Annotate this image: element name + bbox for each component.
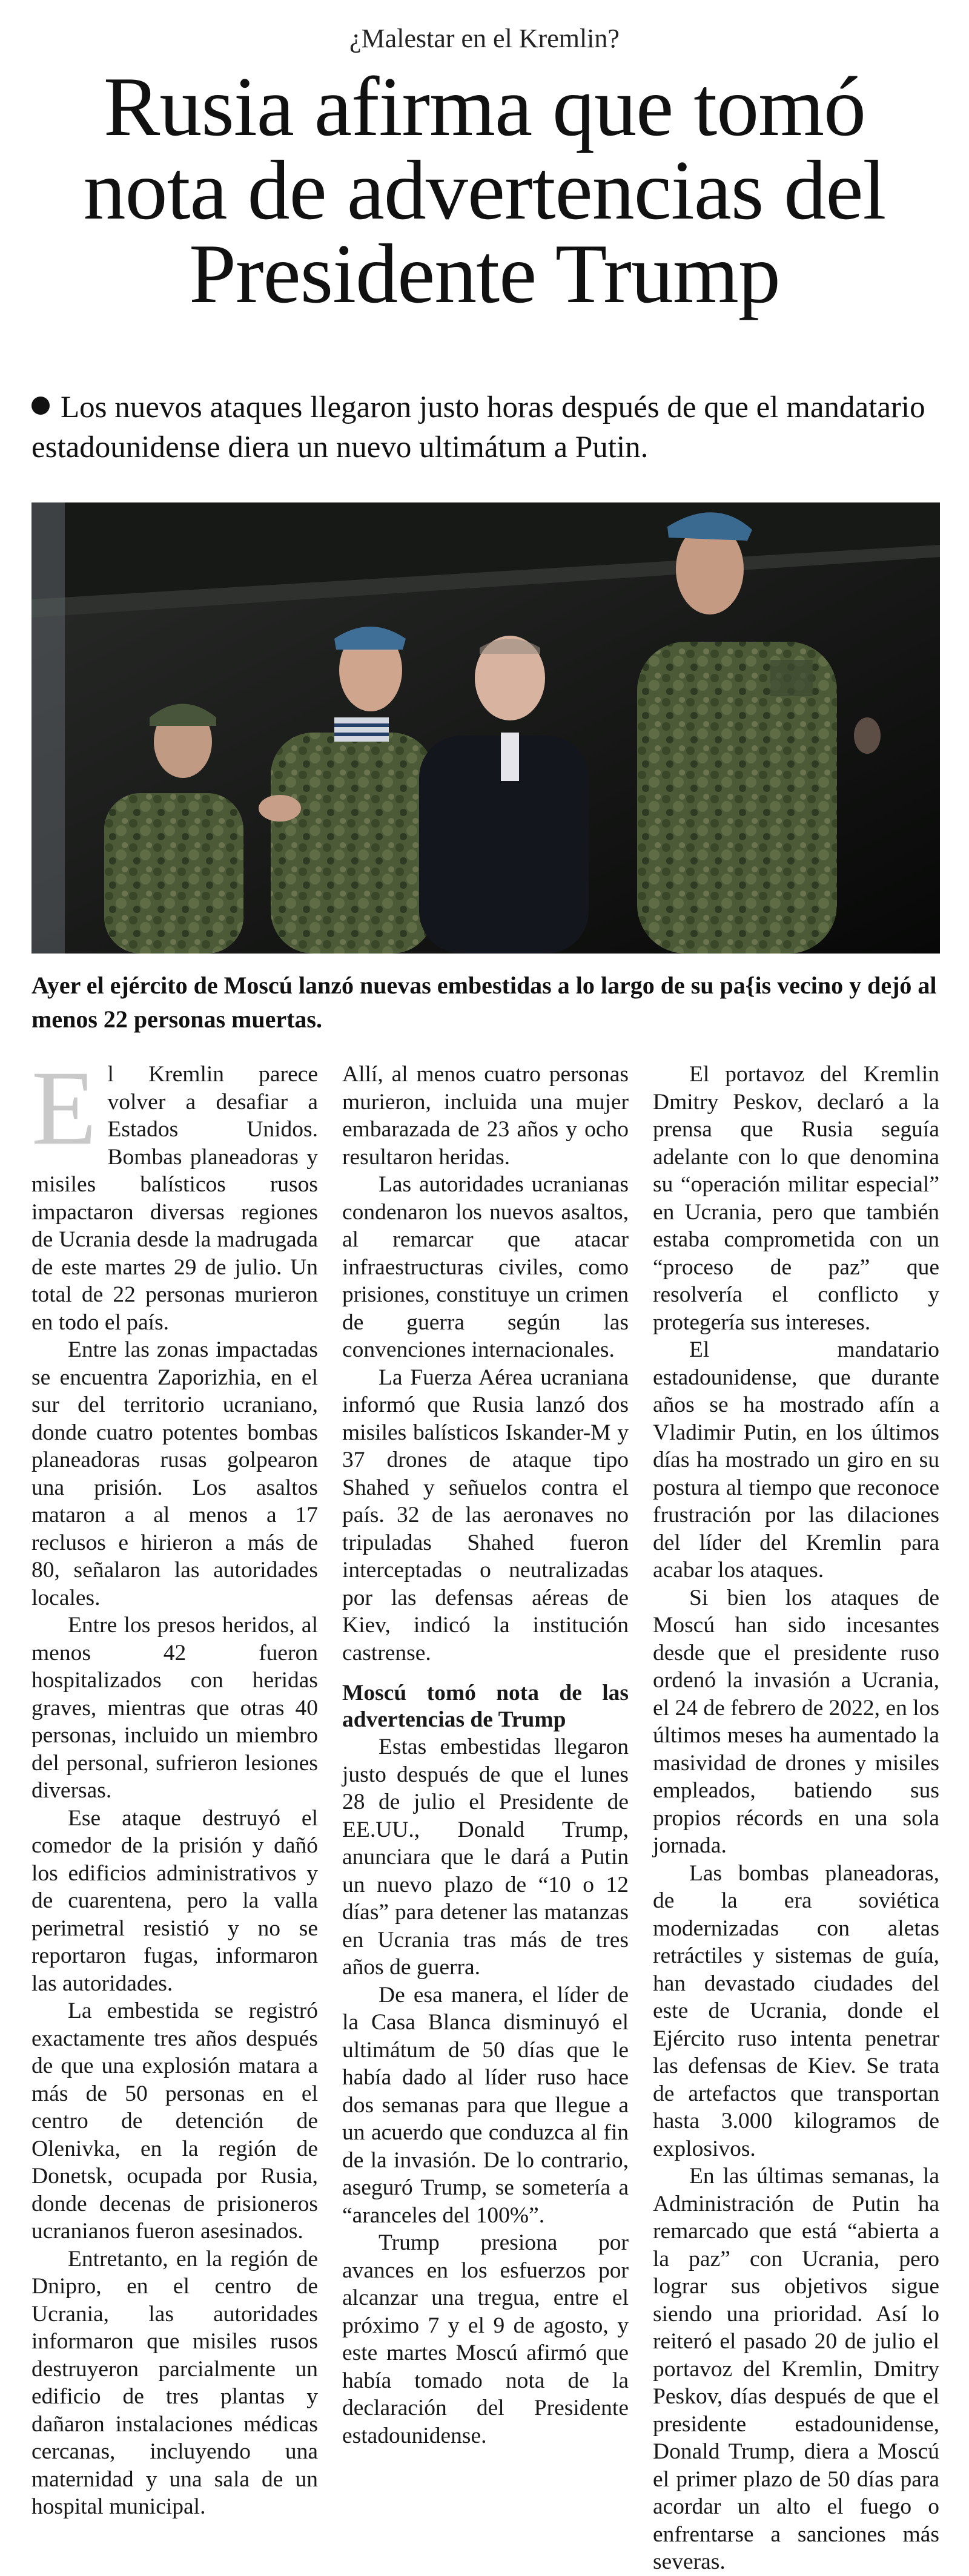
paragraph: El portavoz del Kremlin Dmitry Peskov, declaró a la prensa que Rusia seguía adelante con lo que denomina su “operación militar especial” en Ucrania, pero que también estaba comprometida con un “proceso de paz” que resolvería el conflicto y protegería sus intereses.	[653, 1062, 939, 1335]
paragraph: Estas embestidas llegaron justo después de que el lunes 28 de julio el Presidente de EE.UU., Donald Trump, anunciara que le dará a Putin un nuevo plazo de “10 o 12 días” para detener las matanzas en Ucrania tras más de tres años de guerra.	[342, 1734, 629, 1980]
paragraph: El mandatario estadounidense, que durante años se ha mostrado afín a Vladimir Putin, en los últimos días ha mostrado un giro en su postura al tiempo que reconoce frustración por las dilaciones del líder del Kremlin para acabar los ataques.	[653, 1337, 939, 1583]
photo-illustration	[31, 502, 940, 954]
paragraph: l Kremlin parece volver a desafiar a Estados Unidos. Bombas planeadoras y misiles balísticos rusos impactaron diversas regiones de Ucrania desde la madrugada de este martes 29 de julio. Un total de 22 personas murieron en todo el país.	[31, 1062, 318, 1335]
paragraph: Las bombas planeadoras, de la era soviética modernizadas con aletas retráctiles y sistemas de guía, han devastado ciudades del este de Ucrania, donde el Ejército ruso intenta penetrar las defensas de Kiev. Se trata de artefactos que transportan hasta 3.000 kilogramos de explosivos.	[653, 1860, 939, 2161]
drop-cap: E	[31, 1049, 97, 1167]
paragraph: Si bien los ataques de Moscú han sido incesantes desde que el presidente ruso ordenó la invasión a Ucrania, el 24 de febrero de 2022, en los últimos meses ha aumentado la masividad de drones y misiles empleados, batiendo sus propios récords en una sola jornada.	[653, 1585, 939, 1858]
paragraph: De esa manera, el líder de la Casa Blanca disminuyó el ultimátum de 50 días que le había dado al líder ruso hace dos semanas para que llegue a un acuerdo que conduzca al fin de la invasión. De lo contrario, aseguró Trump, se sometería a “aranceles del 100%”.	[342, 1982, 629, 2228]
summary	[31, 387, 940, 467]
headline: Rusia afirma que tomó nota de advertencias del Presidente Trump	[83, 60, 886, 321]
article-column-3	[653, 1061, 939, 2574]
paragraph: Entretanto, en la región de Dnipro, en el centro de Ucrania, las autoridades informaron que misiles rusos destruyeron parcialmente un edificio de tres plantas y dañaron instalaciones médicas cercanas, incluyendo una maternidad y una sala de un hospital municipal.	[31, 2246, 318, 2519]
paragraph: En las últimas semanas, la Administración de Putin ha remarcado que está “abierta a la paz” con Ucrania, pero lograr sus objetivos sigue siendo una prioridad. Así lo reiteró el pasado 20 de julio el portavoz del Kremlin, Dmitry Peskov, días después de que el presidente estadounidense, Donald Trump, diera a Moscú el primer plazo de 50 días para acordar un alto el fuego o enfrentarse a sanciones más severas.	[653, 2164, 939, 2574]
paragraph: Trump presiona por avances en los esfuerzos por alcanzar una tregua, entre el próximo 7 y el 9 de agosto, y este martes Moscú afirmó que había tomado nota de la declaración del Presidente estadounidense.	[342, 2230, 629, 2448]
section-subheading: Moscú tomó nota de las advertencias de Trump	[342, 1681, 629, 1732]
kicker: ¿Malestar en el Kremlin?	[349, 24, 620, 53]
paragraph: Entre las zonas impactadas se encuentra Zaporizhia, en el sur del territorio ucraniano, donde cuatro potentes bombas planeadoras rusas golpearon una prisión. Los asaltos mataron a al menos a 17 reclusos e hirieron a más de 80, señalaron las autoridades locales.	[31, 1337, 318, 1610]
paragraph: Las autoridades ucranianas condenaron los nuevos asaltos, al remarcar que atacar infraestructuras civiles, como prisiones, constituye un crimen de guerra según las convenciones internacionales.	[342, 1172, 629, 1362]
article-column-1	[31, 1049, 318, 2519]
news-photo	[31, 502, 940, 954]
article-body	[31, 1049, 940, 2574]
paragraph: Entre los presos heridos, al menos 42 fueron hospitalizados con heridas graves, mientras que otras 40 personas, incluido un miembro del personal, sufrieron lesiones diversas.	[31, 1613, 318, 1803]
paragraph: La embestida se registró exactamente tres años después de que una explosión matara a más de 50 personas en el centro de detención de Olenivka, en la región de Donetsk, ocupada por Rusia, donde decenas de prisioneros ucranianos fueron asesinados.	[31, 1998, 318, 2244]
paragraph: Ese ataque destruyó el comedor de la prisión y dañó los edificios administrativos y de cuarentena, pero la valla perimetral resistió y no se reportaron fugas, informaron las autoridades.	[31, 1805, 318, 1996]
article-column-2	[342, 1061, 629, 2514]
photo-caption: Ayer el ejército de Moscú lanzó nuevas embestidas a lo largo de su pa{is vecino y dejó al menos 22 personas muertas.	[31, 972, 937, 1033]
paragraph: La Fuerza Aérea ucraniana informó que Rusia lanzó dos misiles balísticos Iskander-M y 37 drones de ataque tipo Shahed y señuelos contra el país. 32 de las aeronaves no tripuladas Shahed fueron interceptadas o neutralizadas por las defensas aéreas de Kiev, indicó la institución castrense.	[342, 1365, 629, 1665]
paragraph: Allí, al menos cuatro personas murieron, incluida una mujer embarazada de 23 años y ocho resultaron heridas.	[342, 1062, 629, 1170]
summary-text: Los nuevos ataques llegaron justo horas después de que el mandatario estadounidense diera un nuevo ultimátum a Putin.	[31, 390, 925, 464]
bullet-icon	[31, 397, 50, 415]
